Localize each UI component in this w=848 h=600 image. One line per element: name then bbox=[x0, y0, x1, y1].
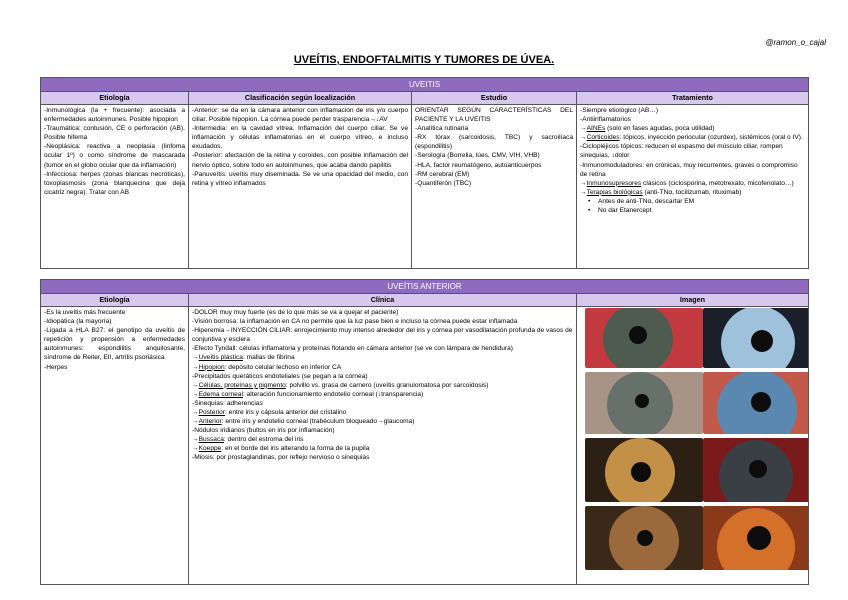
etiologia-item: -Traumática: contusión, CE o perforación (AB). Posible hifema bbox=[44, 125, 185, 142]
clinica-cell bbox=[189, 306, 577, 584]
estudio-item: -HLA, factor reumatógeno, autoanticuerpos bbox=[415, 161, 542, 169]
clinica-item: →Koeppe: en el borde del iris alterando la forma de la pupila bbox=[192, 445, 370, 453]
header-etiologia: Etiología bbox=[41, 294, 189, 307]
eye-photo-hypopion bbox=[703, 372, 809, 434]
eye-photo-grid bbox=[577, 308, 808, 582]
clinica-item: -Sinequias: adherencias bbox=[192, 399, 263, 407]
etiologia-cell bbox=[41, 104, 189, 268]
estudio-item: ORIENTAR SEGÚN CARACTERÍSTICAS DEL PACIENTE Y LA UVEITIS bbox=[415, 106, 573, 124]
tratamiento-item: -Siempre etiológico (AB…) bbox=[580, 106, 659, 114]
clinica-item: -Precipitados queráticos endoteliales (se pegan a la córnea) bbox=[192, 372, 368, 380]
etiologia-item: -Es la uveítis más frecuente bbox=[44, 308, 126, 316]
clinica-item: →Células, proteínas y pigmento: polvillo vs. grasa de carnero (uveítis granulomatosa por sarcoidosis) bbox=[192, 381, 489, 389]
eye-photo-dark-cornea bbox=[703, 308, 809, 368]
tratamiento-bullet: • No dar Etanercept bbox=[580, 206, 805, 215]
header-imagen: Imagen bbox=[577, 294, 809, 307]
estudio-item: -RX tórax (sarcoidosis, TBC) y sacroilíaca (espondilitis) bbox=[415, 134, 573, 151]
clinica-item: -Hiperemia→INYECCIÓN CILIAR: enrojecimiento muy intenso alrededor del iris y córnea por vasodilatación profunda de vasos de conjuntiva y esclera bbox=[192, 327, 573, 344]
clinica-item: →Uveítis plástica: mallas de fibrina bbox=[192, 354, 295, 362]
tratamiento-item: →Corticoides: tópicos, inyección periocular (ozurdex), sistémicos (oral o IV). bbox=[580, 134, 803, 142]
clinica-item: -Visión borrosa: la inflamación en CA no permite que la luz pase bien e incluso la córnea puede estar inflamada bbox=[192, 318, 518, 326]
clinica-item: -Miosis: por prostaglandinas, por reflejo nervioso o sinequias bbox=[192, 454, 370, 462]
tratamiento-item: -Inmunomoduladores: en crónicas, muy recurrentes, graves o compromiso de retina bbox=[580, 161, 798, 178]
uveitis-table bbox=[40, 77, 809, 269]
clinica-item: -Nódulos iridianos (bultos en iris por inflamación) bbox=[192, 427, 335, 435]
header-etiologia: Etiología bbox=[41, 92, 189, 105]
eye-photo-ciliary-injection bbox=[585, 308, 703, 368]
pupil-shape bbox=[747, 526, 771, 550]
header-tratamiento: Tratamiento bbox=[577, 92, 809, 105]
page-title: UVEÍTIS, ENDOFTALMITIS Y TUMORES DE ÚVEA. bbox=[293, 54, 555, 66]
etiologia-item: -Inmunológica (la + frecuente): asociada a enfermedades autoinmunes. Posible hipopion bbox=[44, 106, 185, 124]
clinica-item: →Hipopion: depósito celular lechoso en inferior CA bbox=[192, 363, 342, 371]
tratamiento-item: →Terapias biológicas (anti-TNα, tocilizumab, rituximab) bbox=[580, 188, 742, 196]
uveitis-anterior-table bbox=[40, 279, 809, 585]
clinica-item: →Bussaca: dentro del estroma del iris bbox=[192, 436, 304, 444]
tratamiento-item: →Inmunosupresores clásicos (ciclosporina, metotrexato, micofenolato…) bbox=[580, 179, 794, 187]
clinica-item: -DOLOR muy muy fuerte (es de lo que más se va a quejar el paciente) bbox=[192, 308, 399, 316]
header-estudio: Estudio bbox=[412, 92, 577, 105]
clinica-item: →Posterior: entre iris y cápsula anterior del cristalino bbox=[192, 409, 347, 416]
etiologia-cell bbox=[41, 306, 189, 584]
estudio-item: -Quantiferón (TBC) bbox=[415, 179, 472, 187]
imagen-cell bbox=[577, 306, 809, 584]
clasificacion-item: -Panuveítis: uveítis muy diseminada. Se ve una opacidad del medio, con retina y vítreo inflamados bbox=[192, 170, 408, 187]
uveitis-band: UVEITIS bbox=[41, 78, 809, 92]
clinica-item: →Anterior: entre iris y endotelio corneal (trabéculum bloqueado→glaucoma) bbox=[192, 418, 415, 426]
pupil-shape bbox=[629, 326, 647, 344]
clasificacion-item: -Anterior: se da en la cámara anterior con inflamación de iris y/o cuerpo ciliar. Posible hipopion. La córnea puede perder trasparencia→↓AV bbox=[192, 106, 408, 124]
clasificacion-cell bbox=[189, 104, 412, 268]
etiologia-item: -Ligada a HLA B27: el genotipo da uveítis de repetición y propensión a enfermedades autoinmunes: espondilitis anquilosante, síndrome de Reiter, EII, artritis psoriásica bbox=[44, 327, 185, 362]
eye-photo-red-cornea bbox=[703, 438, 809, 502]
tratamiento-cell bbox=[577, 104, 809, 268]
estudio-cell bbox=[412, 104, 577, 268]
eye-photo-slit-lamp bbox=[585, 438, 703, 502]
pupil-shape bbox=[751, 330, 773, 352]
eye-photo-precipitates bbox=[585, 372, 703, 434]
tratamiento-item: →AINEs (solo en fases agudas, poca utilidad) bbox=[580, 125, 715, 133]
header-clinica: Clínica bbox=[189, 294, 577, 307]
eye-photo-orange-iris bbox=[703, 506, 809, 570]
tratamiento-item: -Ciclopléjicos tópicos: reducen el espasmo del músculo ciliar, rompen sinequias, ↓dolor bbox=[580, 143, 783, 160]
pupil-shape bbox=[751, 392, 771, 412]
etiologia-item: -Idiopática (la mayoría) bbox=[44, 318, 112, 326]
estudio-item: -RM cerebral (EM) bbox=[415, 170, 470, 178]
clinica-item: →Edema corneal: alteración funcionamiento endotelio corneal (↓transparencia) bbox=[192, 390, 424, 398]
etiologia-item: -Herpes bbox=[44, 363, 68, 371]
pupil-shape bbox=[749, 460, 767, 478]
pupil-shape bbox=[635, 394, 649, 408]
eye-photo-brown-iris bbox=[585, 506, 703, 570]
clinica-item: -Efecto Tyndall: células inflamatoria y proteínas flotando en cámara anterior (se ve con lámpara de hendidura) bbox=[192, 345, 513, 353]
etiologia-item: -Neoplásica: reactiva a neoplasia (linfoma ocular 1º) o como síndrome de mascarada (tumor en el globo ocular que da inflamación) bbox=[44, 143, 185, 169]
uveitis-anterior-band: UVEÍTIS ANTERIOR bbox=[41, 280, 809, 294]
pupil-shape bbox=[631, 462, 651, 482]
header-clasificacion: Clasificación según localización bbox=[189, 92, 412, 105]
clasificacion-item: -Posterior: afectación de la retina y coroides, con posible inflamación del nervio óptico, sobre todo en autoinmunes, que acaba dando papilitis bbox=[192, 152, 408, 169]
estudio-item: -Analítica rutinaria bbox=[415, 125, 469, 133]
tratamiento-bullet: • Antes de anti-TNα, descartar EM bbox=[580, 197, 805, 206]
pupil-shape bbox=[637, 530, 653, 546]
etiologia-item: -Infecciosa: herpes (zonas blancas necróticas), toxoplasmosis (zona blanquecina que deja cicatriz negra). Tratar con AB bbox=[44, 170, 185, 196]
clasificacion-item: -Intermedia: en la cavidad vítrea. Inflamación del cuerpo ciliar. Se ve inflamación y células inflamatorias en el cuerpo vítreo, e incluso exudados. bbox=[192, 125, 408, 151]
estudio-item: -Serología (Borrelia, lúes, CMV, VIH, VHB) bbox=[415, 152, 540, 160]
author-handle: @ramon_o_cajal bbox=[765, 38, 826, 47]
tratamiento-item: -Antiinflamatorios bbox=[580, 116, 631, 124]
